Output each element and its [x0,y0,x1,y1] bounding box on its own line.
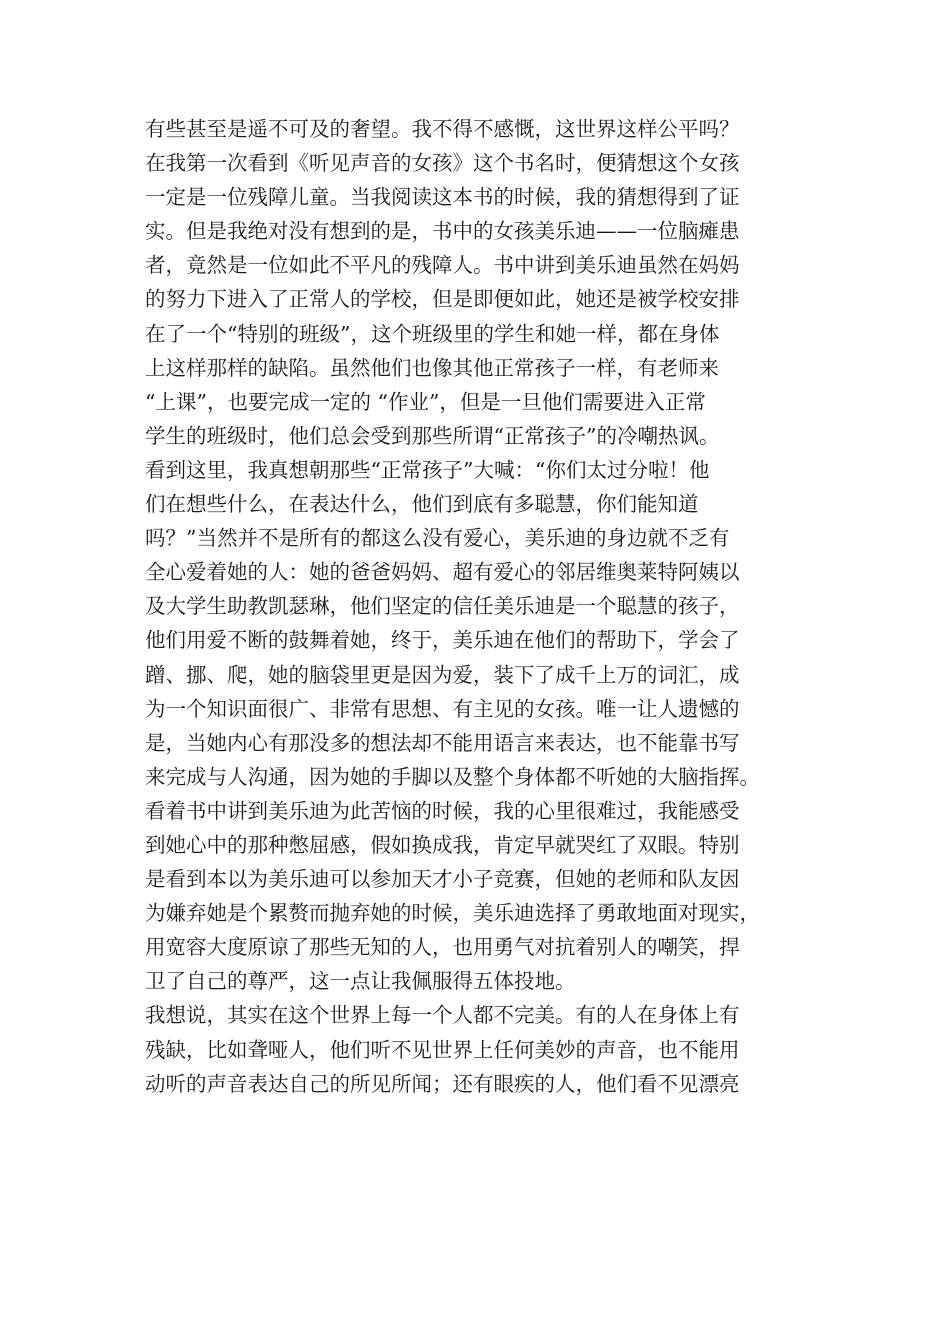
text-line: 及大学生助教凯瑟琳，他们坚定的信任美乐迪是一个聪慧的孩子， [145,594,740,619]
text-line: 有些甚至是遥不可及的奢望。我不得不感慨，这世界这样公平吗？ [145,117,740,141]
text-line: 他们用爱不断的鼓舞着她，终于，美乐迪在他们的帮助下，学会了 [145,628,740,653]
text-line: 实。但是我绝对没有想到的是，书中的女孩美乐迪——一位脑瘫患 [145,219,740,244]
text-line: 看着书中讲到美乐迪为此苦恼的时候，我的心里很难过，我能感受 [145,798,740,823]
text-line: 到她心中的那种憋屈感，假如换成我，肯定早就哭红了双眼。特别 [145,832,740,857]
text-line: 的努力下进入了正常人的学校，但是即便如此，她还是被学校安排 [145,287,740,312]
text-line: 蹭、挪、爬，她的脑袋里更是因为爱，装下了成千上万的词汇，成 [145,662,740,687]
text-line: 为一个知识面很广、非常有思想、有主见的女孩。唯一让人遗憾的 [145,696,740,721]
text-line: 一定是一位残障儿童。当我阅读这本书的时候，我的猜想得到了证 [145,185,740,210]
text-line: 在了一个“特别的班级”，这个班级里的学生和她一样，都在身体 [145,321,720,346]
text-line: 我想说，其实在这个世界上每一个人都不完美。有的人在身体上有 [145,1003,740,1028]
text-line: 者，竟然是一位如此不平凡的残障人。书中讲到美乐迪虽然在妈妈 [145,253,740,278]
text-line: “上课”，也要完成一定的 “作业”，但是一旦他们需要进入正常 [145,389,706,414]
text-line: 看到这里，我真想朝那些“正常孩子”大喊：“你们太过分啦！他 [145,457,710,482]
text-line: 上这样那样的缺陷。虽然他们也像其他正常孩子一样，有老师来 [145,355,719,380]
text-line: 学生的班级时，他们总会受到那些所谓“正常孩子”的冷嘲热讽。 [145,423,720,448]
text-line: 残缺，比如聋哑人，他们听不见世界上任何美妙的声音，也不能用 [145,1037,740,1062]
text-line: 卫了自己的尊严，这一点让我佩服得五体投地。 [145,969,576,994]
text-line: 全心爱着她的人：她的爸爸妈妈、超有爱心的邻居维奥莱特阿姨以 [145,560,740,585]
text-line: 是，当她内心有那没多的想法却不能用语言来表达，也不能靠书写 [145,730,740,755]
text-line: 吗？”当然并不是所有的都这么没有爱心，美乐迪的身边就不乏有 [145,526,730,551]
text-line: 在我第一次看到《听见声音的女孩》这个书名时，便猜想这个女孩 [145,151,740,176]
text-line: 来完成与人沟通，因为她的手脚以及整个身体都不听她的大脑指挥。 [145,764,760,789]
text-line: 动听的声音表达自己的所见所闻；还有眼疾的人，他们看不见漂亮 [145,1071,740,1096]
text-line: 用宽容大度原谅了那些无知的人，也用勇气对抗着别人的嘲笑，捍 [145,935,740,960]
text-line: 们在想些什么，在表达什么，他们到底有多聪慧，你们能知道 [145,492,699,517]
text-line: 为嫌弃她是个累赘而抛弃她的时候，美乐迪选择了勇敢地面对现实， [145,901,760,926]
body-text [145,112,810,1101]
text-line: 是看到本以为美乐迪可以参加天才小子竞赛，但她的老师和队友因 [145,867,740,892]
